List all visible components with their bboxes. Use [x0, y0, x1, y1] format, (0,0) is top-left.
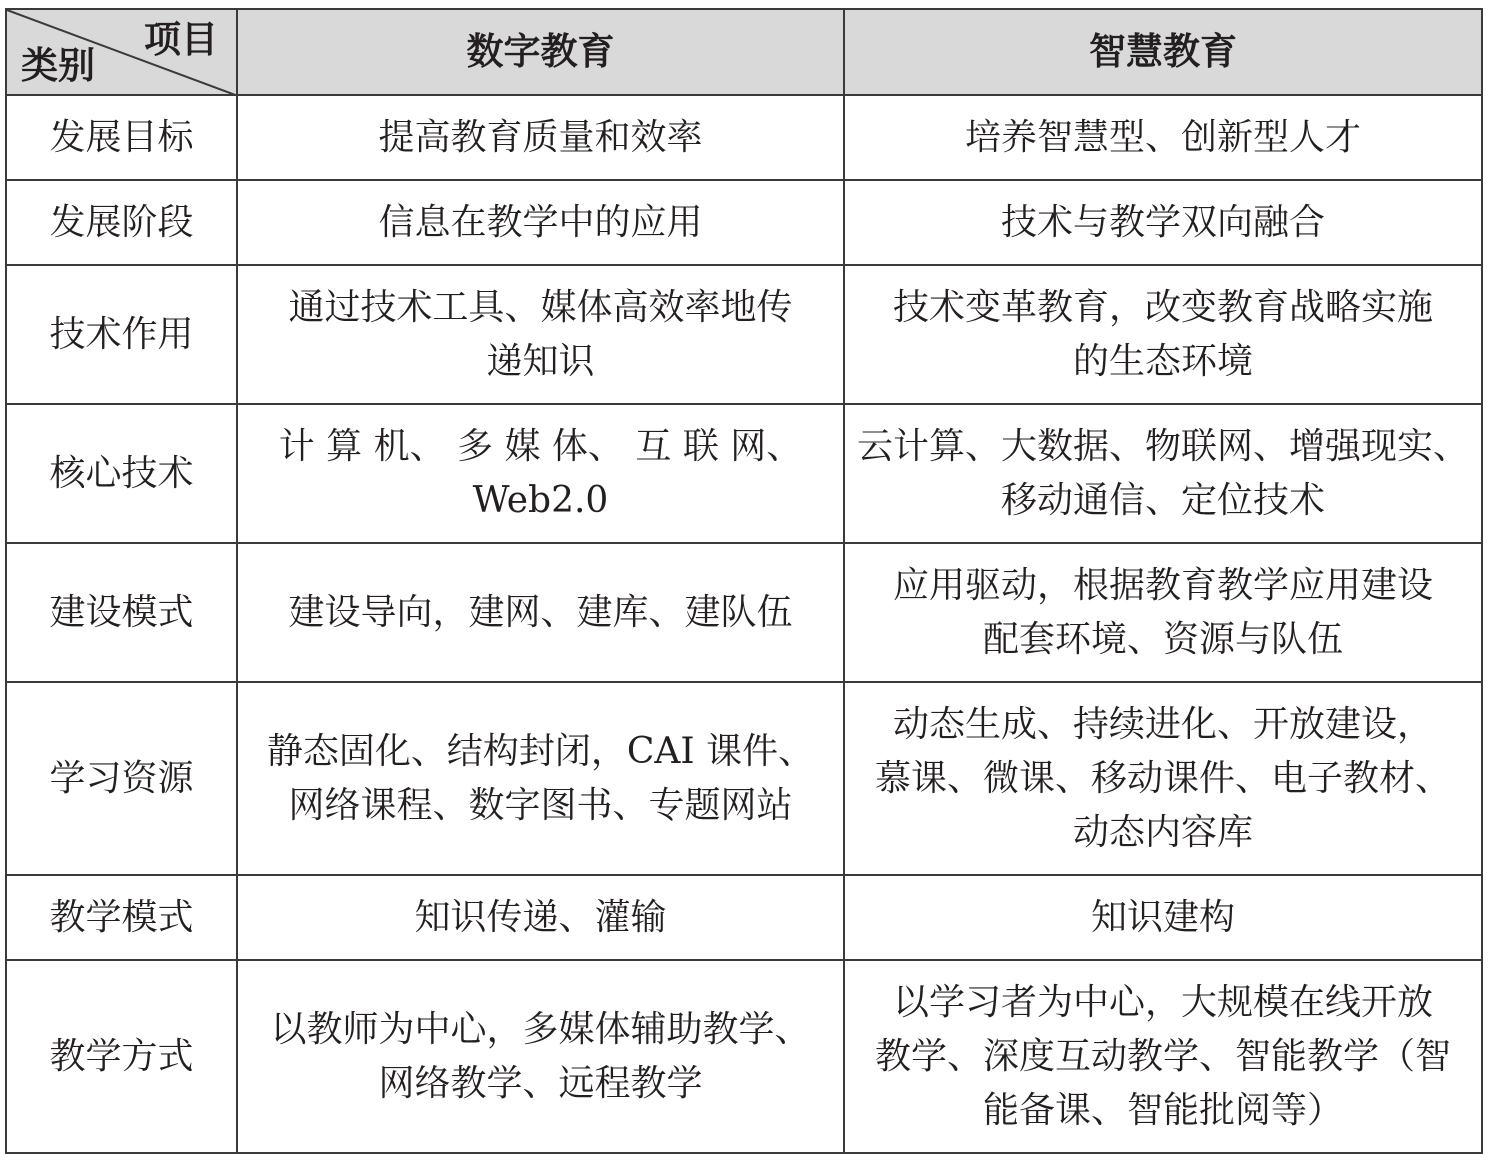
table-row — [6, 180, 1482, 265]
table-row — [6, 682, 1482, 875]
row-category: 建设模式 — [6, 543, 237, 682]
digital-cell — [237, 180, 844, 265]
cell-line: 的生态环境 — [1072, 340, 1253, 382]
cell-line: 培养智慧型、创新型人才 — [964, 116, 1361, 158]
digital-cell — [237, 265, 844, 404]
row-category: 教学方式 — [6, 960, 237, 1153]
cell-line: 递知识 — [486, 340, 595, 382]
smart-cell — [844, 404, 1482, 543]
corner-label-item: 项目 — [144, 18, 218, 61]
header-row — [6, 9, 1482, 95]
cell-line: 应用驱动，根据教育教学应用建设 — [892, 564, 1433, 606]
cell-line: 技术与教学双向融合 — [1000, 201, 1325, 243]
table-body — [6, 95, 1482, 1153]
digital-cell — [237, 960, 844, 1153]
cell-line: 建设导向，建网、建库、建队伍 — [288, 591, 793, 633]
comparison-table-wrapper — [5, 8, 1483, 1154]
cell-line: 以教师为中心，多媒体辅助教学、 — [270, 1008, 811, 1050]
cell-line: 知识传递、灌输 — [414, 896, 667, 938]
digital-cell — [237, 404, 844, 543]
row-category: 核心技术 — [6, 404, 237, 543]
cell-line: 配套环境、资源与队伍 — [982, 618, 1343, 660]
row-category: 发展目标 — [6, 95, 237, 180]
cell-line: 能备课、智能批阅等） — [982, 1089, 1343, 1131]
smart-cell — [844, 95, 1482, 180]
cell-line: 提高教育质量和效率 — [378, 116, 703, 158]
comparison-table — [5, 8, 1483, 1154]
cell-line: 网络教学、远程教学 — [378, 1062, 703, 1104]
column-header-digital: 数字教育 — [237, 9, 844, 95]
row-category: 技术作用 — [6, 265, 237, 404]
row-category: 学习资源 — [6, 682, 237, 875]
smart-cell — [844, 682, 1482, 875]
cell-line: 知识建构 — [1090, 896, 1235, 938]
row-category: 发展阶段 — [6, 180, 237, 265]
cell-line: 计 算 机、 多 媒 体、 互 联 网、 — [278, 425, 803, 467]
table-row — [6, 543, 1482, 682]
smart-cell — [844, 265, 1482, 404]
row-category: 教学模式 — [6, 875, 237, 960]
digital-cell — [237, 682, 844, 875]
cell-line: 静态固化、结构封闭，CAI 课件、 — [266, 730, 815, 772]
table-row — [6, 265, 1482, 404]
smart-cell — [844, 180, 1482, 265]
smart-cell — [844, 875, 1482, 960]
table-row — [6, 95, 1482, 180]
smart-cell — [844, 960, 1482, 1153]
cell-line: 以学习者为中心，大规模在线开放 — [892, 981, 1433, 1023]
smart-cell — [844, 543, 1482, 682]
digital-cell — [237, 875, 844, 960]
cell-line: 移动通信、定位技术 — [1000, 479, 1325, 521]
cell-line: 动态生成、持续进化、开放建设， — [892, 703, 1433, 745]
cell-line: 云计算、大数据、物联网、增强现实、 — [857, 425, 1470, 467]
cell-line: 动态内容库 — [1072, 811, 1253, 853]
digital-cell — [237, 95, 844, 180]
cell-line: 教学、深度互动教学、智能教学（智 — [874, 1035, 1451, 1077]
table-row — [6, 404, 1482, 543]
cell-line: Web2.0 — [472, 479, 609, 521]
table-row — [6, 875, 1482, 960]
corner-header-cell — [6, 9, 237, 95]
table-row — [6, 960, 1482, 1153]
corner-label-category: 类别 — [21, 44, 95, 87]
cell-line: 慕课、微课、移动课件、电子教材、 — [874, 757, 1451, 799]
cell-line: 技术变革教育，改变教育战略实施 — [892, 286, 1433, 328]
cell-line: 网络课程、数字图书、专题网站 — [288, 784, 793, 826]
column-header-smart: 智慧教育 — [844, 9, 1482, 95]
cell-line: 信息在教学中的应用 — [378, 201, 703, 243]
digital-cell — [237, 543, 844, 682]
cell-line: 通过技术工具、媒体高效率地传 — [288, 286, 793, 328]
